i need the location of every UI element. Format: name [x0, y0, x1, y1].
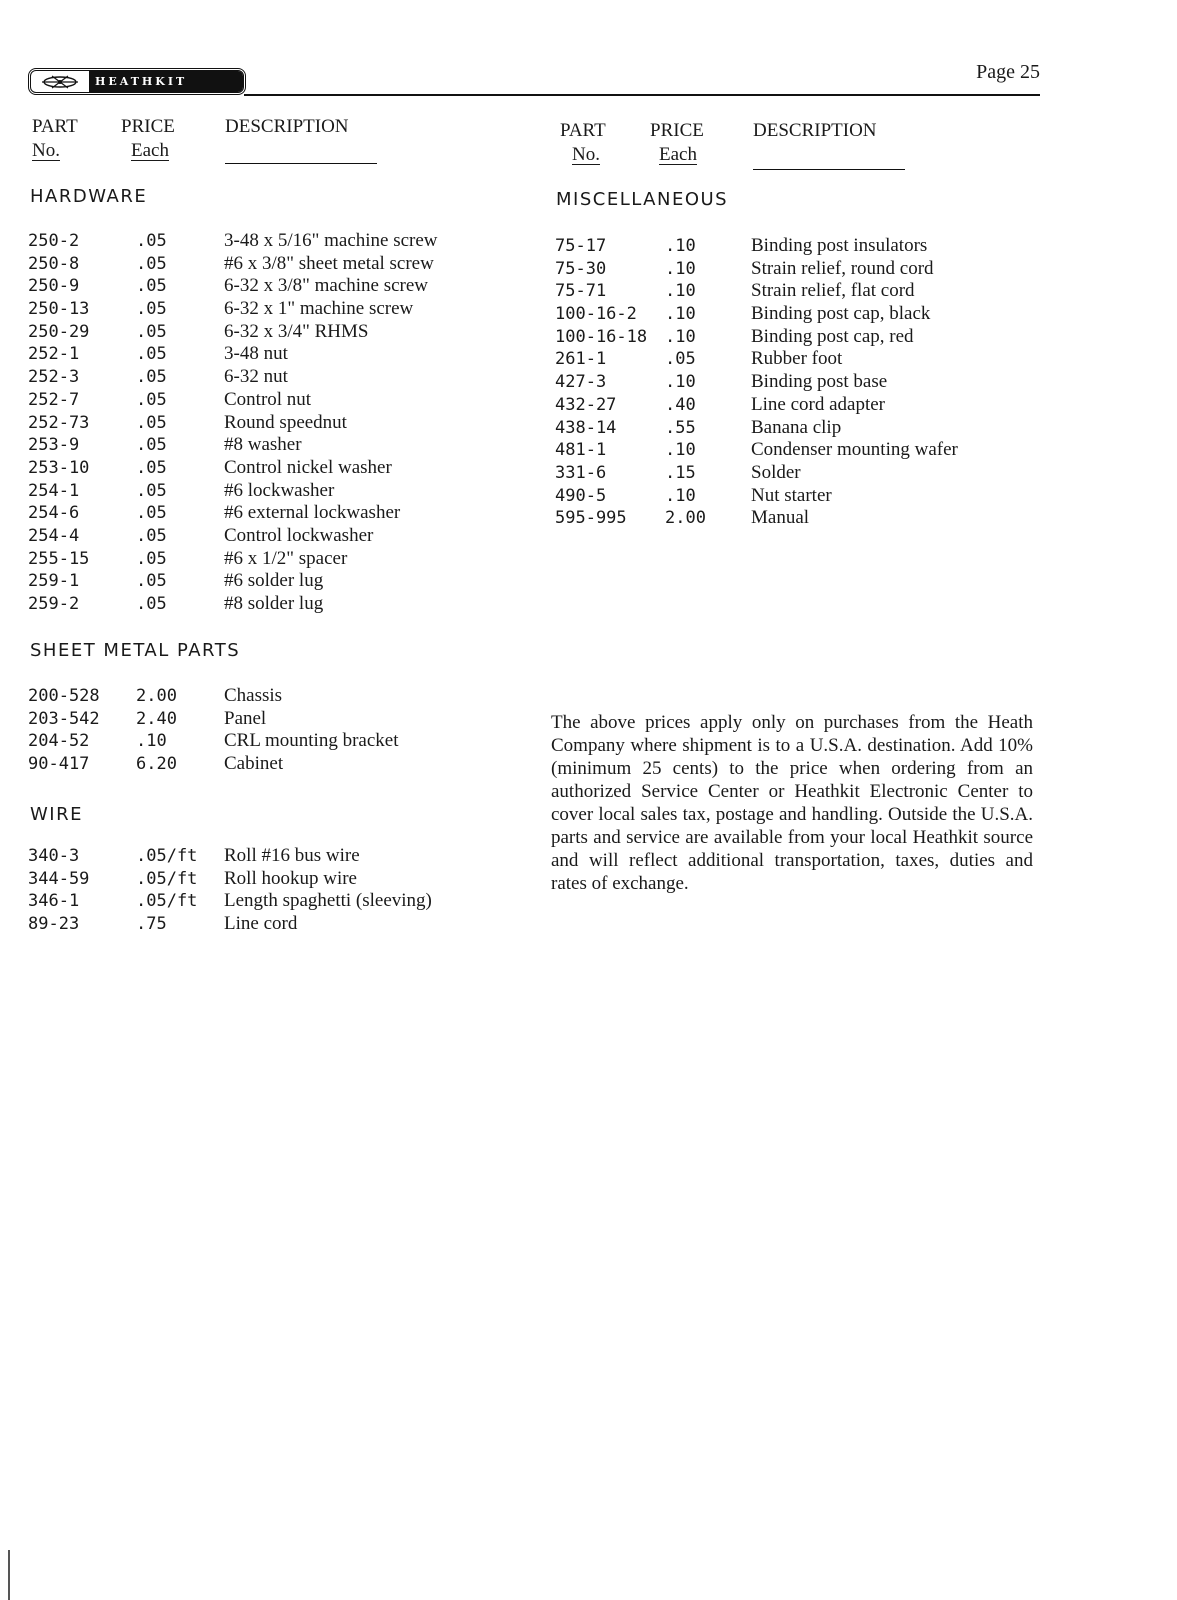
- part-description: #8 washer: [224, 434, 302, 456]
- parts-row: [28, 457, 528, 480]
- part-description: Manual: [751, 507, 810, 529]
- part-description: Banana clip: [751, 416, 842, 438]
- header-rule: [244, 94, 1040, 96]
- hardware-list: [28, 230, 528, 616]
- part-number: 250-29: [28, 321, 90, 342]
- parts-row: [555, 394, 1045, 417]
- header-price: PRICE: [650, 120, 704, 141]
- parts-row: [28, 366, 528, 389]
- part-price: .05: [136, 389, 167, 410]
- parts-row: [555, 280, 1045, 303]
- heathkit-logo: [28, 68, 246, 95]
- part-number: 344-59: [28, 868, 90, 889]
- part-price: .05: [136, 457, 167, 478]
- part-description: Binding post cap, black: [751, 303, 931, 325]
- header-part-no: No.: [32, 140, 60, 161]
- miscellaneous-list: [555, 235, 1045, 530]
- part-number: 259-1: [28, 571, 80, 592]
- part-number: 75-30: [555, 258, 607, 279]
- part-price: 6.20: [136, 754, 177, 775]
- part-price: .05: [136, 435, 167, 456]
- header-price: PRICE: [121, 116, 175, 137]
- parts-row: [555, 507, 1045, 530]
- part-description: 3-48 nut: [224, 343, 288, 365]
- parts-row: [28, 253, 528, 276]
- parts-row: [555, 371, 1045, 394]
- part-number: 253-10: [28, 457, 90, 478]
- part-price: .15: [665, 462, 696, 483]
- part-price: .05: [136, 276, 167, 297]
- part-description: Line cord: [224, 913, 298, 935]
- parts-row: [555, 258, 1045, 281]
- part-number: 490-5: [555, 485, 607, 506]
- parts-row: [28, 298, 528, 321]
- part-number: 100-16-18: [555, 326, 648, 347]
- part-description: 6-32 x 1" machine screw: [224, 298, 414, 320]
- parts-row: [28, 685, 528, 708]
- header-part-no: No.: [572, 144, 600, 165]
- page-number: Page 25: [976, 61, 1040, 83]
- part-number: 254-6: [28, 503, 80, 524]
- part-number: 250-8: [28, 253, 80, 274]
- part-number: 255-15: [28, 548, 90, 569]
- part-price: .10: [665, 326, 696, 347]
- part-description: 6-32 nut: [224, 366, 288, 388]
- part-description: 6-32 x 3/4" RHMS: [224, 320, 369, 342]
- parts-row: [28, 753, 528, 776]
- part-price: 2.00: [665, 508, 706, 529]
- parts-row: [555, 462, 1045, 485]
- parts-row: [28, 412, 528, 435]
- parts-row: [555, 485, 1045, 508]
- part-description: Control lockwasher: [224, 524, 374, 546]
- part-description: CRL mounting bracket: [224, 730, 399, 752]
- part-price: 2.40: [136, 708, 177, 729]
- left-column-headers: [30, 115, 450, 175]
- part-number: 261-1: [555, 349, 607, 370]
- part-description: Binding post cap, red: [751, 325, 914, 347]
- part-price: .10: [665, 440, 696, 461]
- part-price: .05/ft: [136, 891, 198, 912]
- section-title-hardware: HARDWARE: [30, 186, 148, 207]
- part-price: .05: [136, 412, 167, 433]
- parts-row: [28, 343, 528, 366]
- parts-row: [28, 434, 528, 457]
- part-price: .05: [136, 548, 167, 569]
- part-price: .40: [665, 394, 696, 415]
- part-number: 204-52: [28, 731, 90, 752]
- header-description-rule: [753, 169, 905, 170]
- part-price: .05/ft: [136, 868, 198, 889]
- part-description: #6 lockwasher: [224, 479, 335, 501]
- parts-row: [28, 890, 528, 913]
- part-price: .05: [136, 344, 167, 365]
- part-price: .10: [665, 372, 696, 393]
- part-price: .10: [136, 731, 167, 752]
- page-edge-mark: [8, 1550, 10, 1600]
- header-description-rule: [225, 163, 377, 164]
- part-number: 100-16-2: [555, 304, 637, 325]
- part-number: 252-1: [28, 344, 80, 365]
- part-description: Nut starter: [751, 484, 832, 506]
- part-description: Length spaghetti (sleeving): [224, 890, 432, 912]
- part-price: .05: [136, 571, 167, 592]
- parts-row: [28, 502, 528, 525]
- parts-row: [28, 593, 528, 616]
- parts-row: [555, 326, 1045, 349]
- parts-row: [555, 348, 1045, 371]
- parts-row: [28, 730, 528, 753]
- part-description: 3-48 x 5/16" machine screw: [224, 230, 438, 251]
- right-column-headers: [558, 119, 978, 179]
- part-number: 252-7: [28, 389, 80, 410]
- part-price: .10: [665, 258, 696, 279]
- part-description: Roll hookup wire: [224, 867, 357, 889]
- part-number: 90-417: [28, 754, 90, 775]
- part-number: 432-27: [555, 394, 617, 415]
- part-price: .05: [665, 349, 696, 370]
- part-price: .10: [665, 304, 696, 325]
- part-number: 427-3: [555, 372, 607, 393]
- header-description: DESCRIPTION: [753, 120, 877, 141]
- part-description: Control nut: [224, 388, 312, 410]
- part-description: #6 external lockwasher: [224, 502, 401, 524]
- header-price-each: Each: [131, 140, 169, 161]
- section-title-sheet-metal: SHEET METAL PARTS: [30, 640, 241, 661]
- header-part: PART: [560, 120, 606, 141]
- part-number: 250-13: [28, 299, 90, 320]
- section-title-wire: WIRE: [30, 804, 83, 825]
- parts-row: [28, 548, 528, 571]
- part-price: .05: [136, 480, 167, 501]
- parts-row: [555, 439, 1045, 462]
- logo-text: HEATHKIT: [89, 71, 243, 92]
- parts-row: [28, 525, 528, 548]
- part-description: Line cord adapter: [751, 393, 885, 415]
- parts-row: [555, 235, 1045, 258]
- parts-row: [555, 417, 1045, 440]
- header-price-each: Each: [659, 144, 697, 165]
- part-description: Condenser mounting wafer: [751, 439, 958, 461]
- part-number: 254-4: [28, 525, 80, 546]
- part-description: #6 x 3/8" sheet metal screw: [224, 252, 434, 274]
- part-number: 252-73: [28, 412, 90, 433]
- part-description: #8 solder lug: [224, 593, 324, 614]
- part-description: Binding post insulators: [751, 235, 928, 256]
- parts-row: [28, 480, 528, 503]
- pricing-note: The above prices apply only on purchases from the Heath Company where shipment is to a U.S.A. destination. Add 10% (minimum 25 cents) to the price when ordering from an authorized Service Center or Heathkit Electronic Center to cover local sales tax, postage and handling. Outside the U.S.A. parts and service are available from your local Heathkit source and will reflect additional transportation, taxes, duties and rates of exchange.: [551, 712, 1033, 894]
- part-number: 75-71: [555, 281, 607, 302]
- part-number: 203-542: [28, 708, 100, 729]
- part-number: 89-23: [28, 914, 80, 935]
- part-price: .05/ft: [136, 846, 198, 866]
- part-number: 75-17: [555, 236, 607, 256]
- part-number: 250-2: [28, 231, 80, 251]
- header-part: PART: [32, 116, 78, 137]
- parts-row: [28, 275, 528, 298]
- parts-row: [28, 868, 528, 891]
- sheet-metal-list: [28, 685, 528, 776]
- part-price: .10: [665, 236, 696, 256]
- part-price: .05: [136, 503, 167, 524]
- part-description: Cabinet: [224, 753, 284, 775]
- header-description: DESCRIPTION: [225, 116, 349, 137]
- part-number: 250-9: [28, 276, 80, 297]
- parts-row: [555, 303, 1045, 326]
- part-number: 340-3: [28, 846, 80, 866]
- part-price: .05: [136, 367, 167, 388]
- part-price: 2.00: [136, 686, 177, 706]
- part-number: 331-6: [555, 462, 607, 483]
- part-number: 253-9: [28, 435, 80, 456]
- parts-row: [28, 389, 528, 412]
- part-description: Strain relief, round cord: [751, 257, 934, 279]
- part-price: .05: [136, 594, 167, 614]
- part-description: Control nickel washer: [224, 456, 392, 478]
- part-number: 481-1: [555, 440, 607, 461]
- part-price: .05: [136, 299, 167, 320]
- parts-row: [28, 913, 528, 936]
- part-price: .05: [136, 525, 167, 546]
- wire-list: [28, 845, 528, 936]
- part-number: 200-528: [28, 686, 100, 706]
- part-description: Panel: [224, 707, 267, 729]
- part-number: 252-3: [28, 367, 80, 388]
- part-description: Round speednut: [224, 411, 347, 433]
- parts-row: [28, 230, 528, 253]
- part-price: .75: [136, 914, 167, 935]
- part-number: 259-2: [28, 594, 80, 614]
- part-price: .05: [136, 231, 167, 251]
- parts-row: [28, 570, 528, 593]
- part-description: Rubber foot: [751, 348, 843, 370]
- part-price: .10: [665, 281, 696, 302]
- part-number: 346-1: [28, 891, 80, 912]
- part-description: Chassis: [224, 685, 283, 706]
- part-description: 6-32 x 3/8" machine screw: [224, 275, 429, 297]
- part-description: #6 x 1/2" spacer: [224, 547, 348, 569]
- parts-row: [28, 321, 528, 344]
- atom-emblem-icon: [31, 71, 89, 92]
- part-description: Roll #16 bus wire: [224, 845, 360, 866]
- part-number: 254-1: [28, 480, 80, 501]
- part-number: 595-995: [555, 508, 627, 529]
- part-price: .10: [665, 485, 696, 506]
- part-price: .05: [136, 321, 167, 342]
- part-number: 438-14: [555, 417, 617, 438]
- part-price: .05: [136, 253, 167, 274]
- part-description: Binding post base: [751, 371, 888, 393]
- part-price: .55: [665, 417, 696, 438]
- parts-row: [28, 708, 528, 731]
- part-description: Strain relief, flat cord: [751, 280, 915, 302]
- part-description: #6 solder lug: [224, 570, 324, 592]
- part-description: Solder: [751, 461, 801, 483]
- section-title-miscellaneous: MISCELLANEOUS: [556, 189, 729, 210]
- parts-row: [28, 845, 528, 868]
